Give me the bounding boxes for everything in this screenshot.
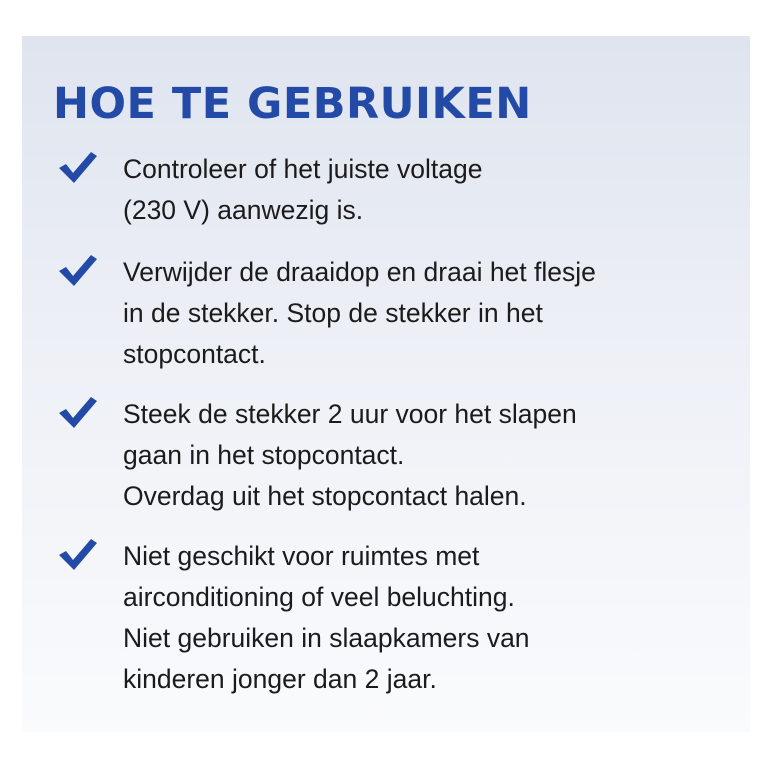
checkmark-icon [58, 396, 98, 430]
list-item [58, 252, 738, 382]
list-item-line: gaan in het stopcontact. [123, 440, 405, 470]
list-item-line: Controleer of het juiste voltage [123, 154, 483, 184]
list-item-text [123, 394, 743, 517]
list-item [58, 394, 738, 524]
list-item-line: Overdag uit het stopcontact halen. [123, 481, 527, 511]
checkmark-icon [58, 538, 98, 572]
list-item-line: Steek de stekker 2 uur voor het slapen [123, 399, 577, 429]
list-item-line: airconditioning of veel beluchting. [123, 582, 515, 612]
list-item [58, 536, 738, 694]
page-title: HOE TE GEBRUIKEN [53, 79, 532, 129]
instructions-panel [22, 36, 750, 732]
checkmark-icon [58, 254, 98, 288]
list-item-line: in de stekker. Stop de stekker in het [123, 298, 543, 328]
list-item-line: kinderen jonger dan 2 jaar. [123, 664, 437, 694]
checkmark-icon [58, 151, 98, 185]
list-item-line: Niet geschikt voor ruimtes met [123, 541, 480, 571]
list-item-line: Verwijder de draaidop en draai het flesje [123, 257, 596, 287]
instruction-list [22, 36, 750, 732]
list-item-text [123, 149, 743, 231]
list-item-text [123, 252, 743, 375]
list-item-text [123, 536, 743, 700]
list-item-line: Niet gebruiken in slaapkamers van [123, 623, 530, 653]
list-item-line: (230 V) aanwezig is. [123, 195, 364, 225]
list-item-line: stopcontact. [123, 339, 266, 369]
